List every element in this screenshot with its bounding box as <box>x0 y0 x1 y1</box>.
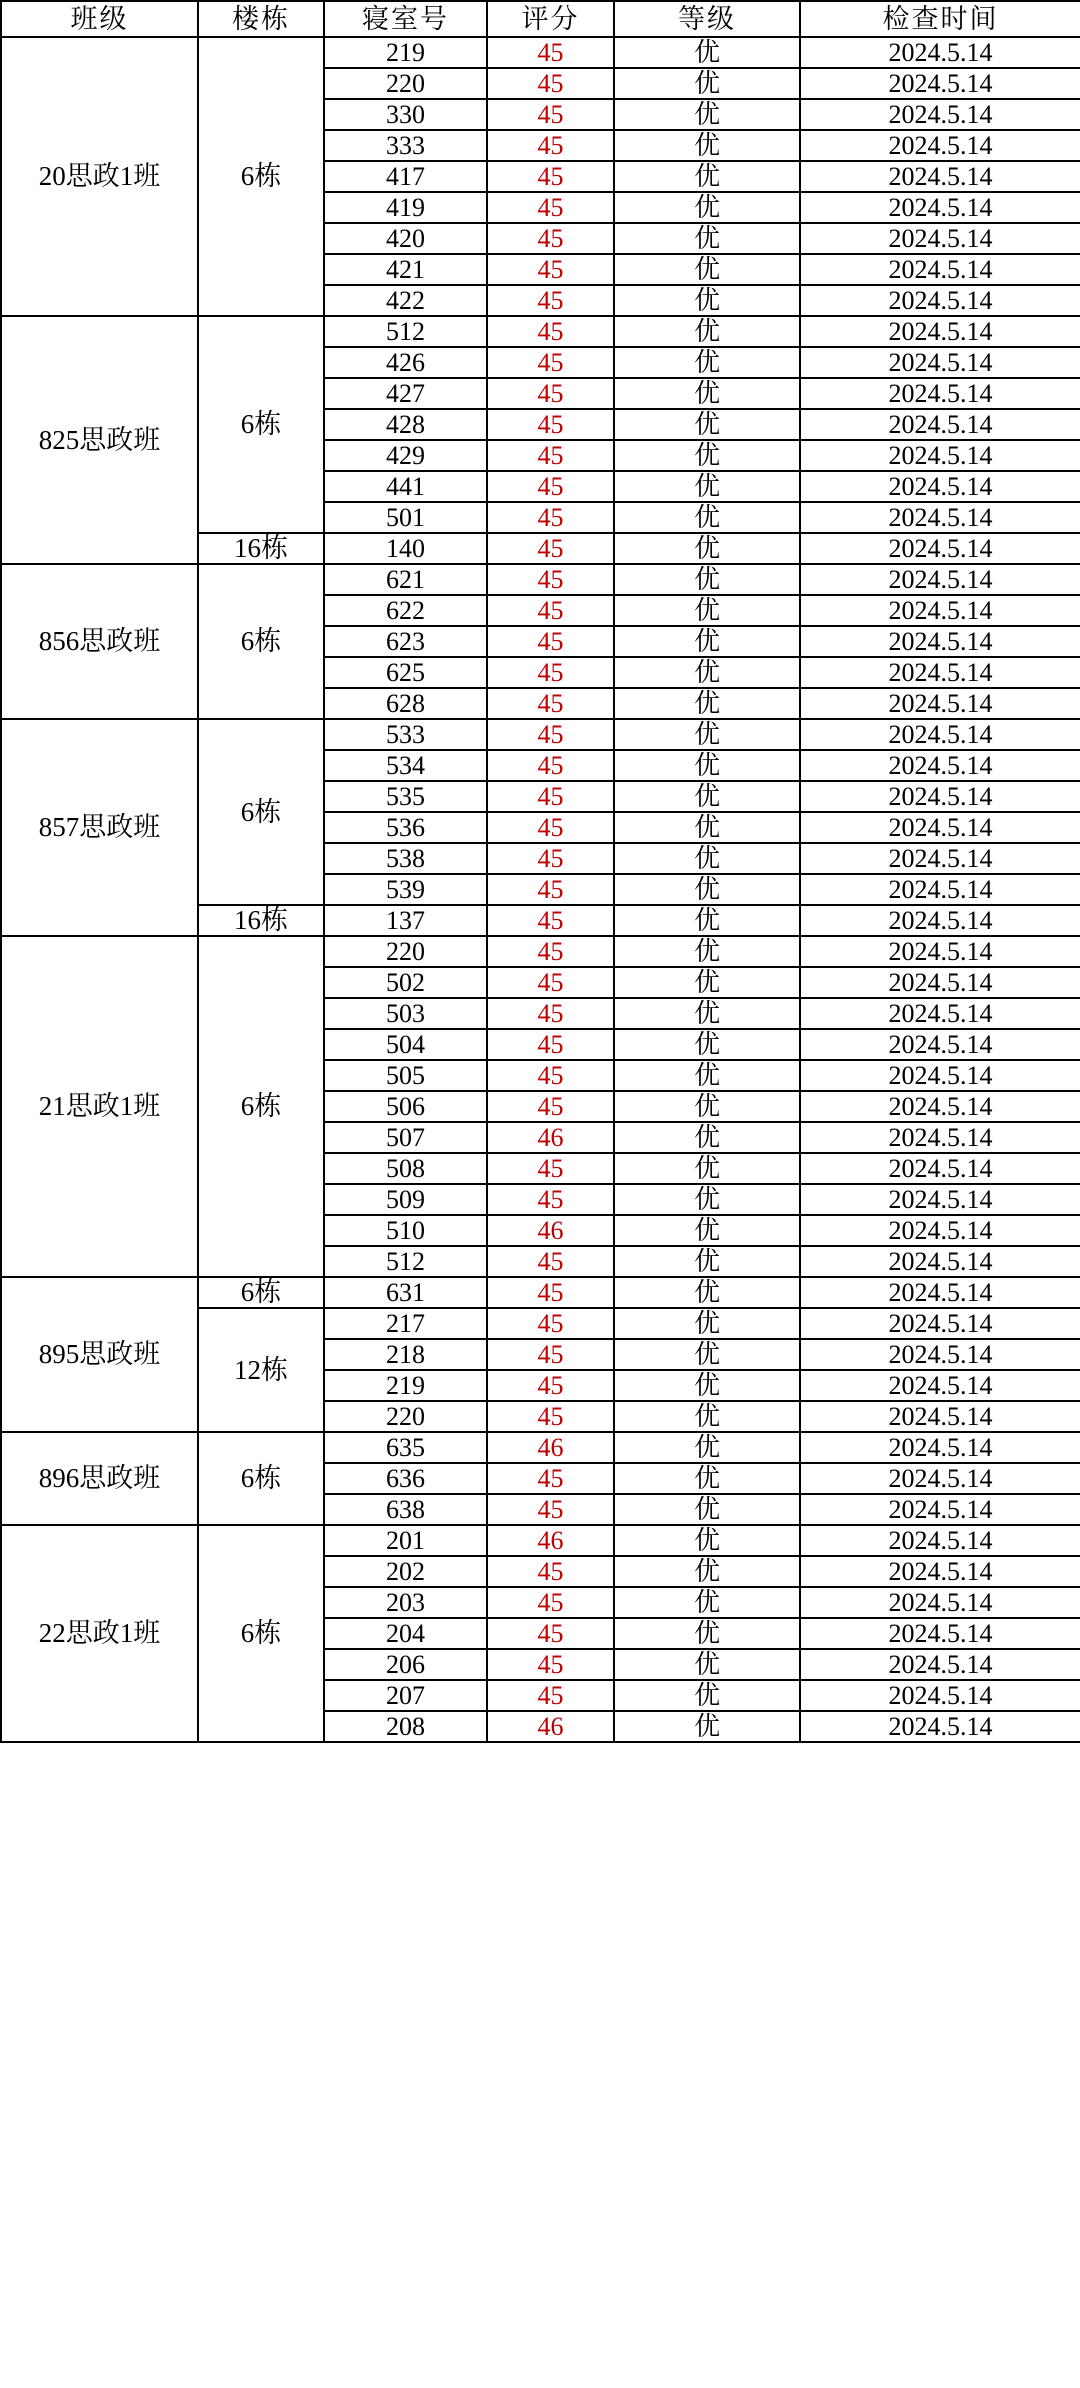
cell-room-number: 330 <box>324 99 487 130</box>
cell-inspection-date: 2024.5.14 <box>800 812 1080 843</box>
cell-inspection-date: 2024.5.14 <box>800 1029 1080 1060</box>
column-header-date: 检查时间 <box>800 1 1080 37</box>
cell-room-number: 333 <box>324 130 487 161</box>
cell-room-number: 507 <box>324 1122 487 1153</box>
cell-building: 6栋 <box>198 936 324 1277</box>
cell-inspection-date: 2024.5.14 <box>800 719 1080 750</box>
cell-grade: 优 <box>614 905 800 936</box>
cell-class: 895思政班 <box>1 1277 198 1432</box>
table-row <box>1 936 1080 967</box>
cell-building: 6栋 <box>198 719 324 905</box>
cell-inspection-date: 2024.5.14 <box>800 99 1080 130</box>
cell-score: 45 <box>487 657 614 688</box>
cell-room-number: 220 <box>324 936 487 967</box>
cell-room-number: 628 <box>324 688 487 719</box>
cell-score: 45 <box>487 285 614 316</box>
cell-inspection-date: 2024.5.14 <box>800 1649 1080 1680</box>
cell-room-number: 539 <box>324 874 487 905</box>
cell-score: 45 <box>487 1649 614 1680</box>
table-row <box>1 37 1080 68</box>
table-row <box>1 719 1080 750</box>
cell-score: 45 <box>487 223 614 254</box>
cell-inspection-date: 2024.5.14 <box>800 936 1080 967</box>
cell-score: 45 <box>487 192 614 223</box>
table-body <box>1 37 1080 1742</box>
cell-class: 857思政班 <box>1 719 198 936</box>
cell-grade: 优 <box>614 1401 800 1432</box>
cell-score: 45 <box>487 1680 614 1711</box>
cell-score: 45 <box>487 719 614 750</box>
cell-score: 45 <box>487 905 614 936</box>
cell-grade: 优 <box>614 99 800 130</box>
cell-room-number: 636 <box>324 1463 487 1494</box>
cell-inspection-date: 2024.5.14 <box>800 905 1080 936</box>
cell-grade: 优 <box>614 1463 800 1494</box>
cell-score: 45 <box>487 347 614 378</box>
cell-score: 45 <box>487 750 614 781</box>
cell-grade: 优 <box>614 1339 800 1370</box>
cell-room-number: 420 <box>324 223 487 254</box>
cell-inspection-date: 2024.5.14 <box>800 1153 1080 1184</box>
cell-inspection-date: 2024.5.14 <box>800 347 1080 378</box>
cell-grade: 优 <box>614 1308 800 1339</box>
cell-inspection-date: 2024.5.14 <box>800 409 1080 440</box>
cell-score: 45 <box>487 1587 614 1618</box>
cell-inspection-date: 2024.5.14 <box>800 1711 1080 1742</box>
cell-grade: 优 <box>614 1029 800 1060</box>
cell-room-number: 207 <box>324 1680 487 1711</box>
cell-room-number: 538 <box>324 843 487 874</box>
cell-grade: 优 <box>614 1122 800 1153</box>
table-row <box>1 316 1080 347</box>
cell-building: 16栋 <box>198 533 324 564</box>
cell-inspection-date: 2024.5.14 <box>800 1494 1080 1525</box>
cell-inspection-date: 2024.5.14 <box>800 595 1080 626</box>
cell-grade: 优 <box>614 378 800 409</box>
cell-room-number: 427 <box>324 378 487 409</box>
cell-inspection-date: 2024.5.14 <box>800 316 1080 347</box>
column-header-grade: 等级 <box>614 1 800 37</box>
cell-grade: 优 <box>614 1525 800 1556</box>
cell-grade: 优 <box>614 967 800 998</box>
cell-inspection-date: 2024.5.14 <box>800 1618 1080 1649</box>
column-header-score: 评分 <box>487 1 614 37</box>
cell-inspection-date: 2024.5.14 <box>800 1401 1080 1432</box>
cell-score: 45 <box>487 68 614 99</box>
cell-score: 45 <box>487 967 614 998</box>
cell-room-number: 508 <box>324 1153 487 1184</box>
cell-class: 825思政班 <box>1 316 198 564</box>
cell-room-number: 219 <box>324 1370 487 1401</box>
cell-grade: 优 <box>614 1494 800 1525</box>
cell-grade: 优 <box>614 1370 800 1401</box>
cell-score: 45 <box>487 502 614 533</box>
cell-room-number: 512 <box>324 1246 487 1277</box>
cell-score: 45 <box>487 812 614 843</box>
cell-grade: 优 <box>614 1246 800 1277</box>
cell-building: 6栋 <box>198 1432 324 1525</box>
cell-room-number: 509 <box>324 1184 487 1215</box>
cell-room-number: 510 <box>324 1215 487 1246</box>
cell-inspection-date: 2024.5.14 <box>800 1277 1080 1308</box>
cell-room-number: 503 <box>324 998 487 1029</box>
cell-room-number: 220 <box>324 1401 487 1432</box>
cell-score: 45 <box>487 1463 614 1494</box>
cell-grade: 优 <box>614 1215 800 1246</box>
cell-score: 45 <box>487 1308 614 1339</box>
table-row <box>1 1525 1080 1556</box>
cell-score: 45 <box>487 688 614 719</box>
cell-score: 45 <box>487 843 614 874</box>
cell-room-number: 638 <box>324 1494 487 1525</box>
cell-inspection-date: 2024.5.14 <box>800 161 1080 192</box>
cell-grade: 优 <box>614 1649 800 1680</box>
cell-grade: 优 <box>614 254 800 285</box>
cell-grade: 优 <box>614 1432 800 1463</box>
cell-room-number: 422 <box>324 285 487 316</box>
cell-inspection-date: 2024.5.14 <box>800 1215 1080 1246</box>
cell-grade: 优 <box>614 688 800 719</box>
cell-grade: 优 <box>614 1060 800 1091</box>
cell-room-number: 217 <box>324 1308 487 1339</box>
cell-room-number: 419 <box>324 192 487 223</box>
cell-score: 45 <box>487 564 614 595</box>
cell-room-number: 218 <box>324 1339 487 1370</box>
cell-inspection-date: 2024.5.14 <box>800 1432 1080 1463</box>
cell-score: 45 <box>487 874 614 905</box>
cell-inspection-date: 2024.5.14 <box>800 1525 1080 1556</box>
cell-inspection-date: 2024.5.14 <box>800 502 1080 533</box>
cell-score: 45 <box>487 37 614 68</box>
cell-room-number: 536 <box>324 812 487 843</box>
cell-grade: 优 <box>614 130 800 161</box>
cell-score: 45 <box>487 626 614 657</box>
cell-score: 45 <box>487 1029 614 1060</box>
cell-score: 46 <box>487 1215 614 1246</box>
cell-score: 45 <box>487 1184 614 1215</box>
cell-grade: 优 <box>614 471 800 502</box>
cell-inspection-date: 2024.5.14 <box>800 1184 1080 1215</box>
cell-building: 6栋 <box>198 1525 324 1742</box>
cell-score: 45 <box>487 1370 614 1401</box>
cell-class: 22思政1班 <box>1 1525 198 1742</box>
cell-grade: 优 <box>614 564 800 595</box>
cell-building: 6栋 <box>198 564 324 719</box>
cell-grade: 优 <box>614 843 800 874</box>
cell-grade: 优 <box>614 347 800 378</box>
cell-score: 45 <box>487 1618 614 1649</box>
cell-room-number: 534 <box>324 750 487 781</box>
cell-score: 45 <box>487 378 614 409</box>
cell-room-number: 202 <box>324 1556 487 1587</box>
cell-grade: 优 <box>614 1618 800 1649</box>
cell-grade: 优 <box>614 440 800 471</box>
cell-inspection-date: 2024.5.14 <box>800 192 1080 223</box>
cell-grade: 优 <box>614 1153 800 1184</box>
column-header-building: 楼栋 <box>198 1 324 37</box>
cell-grade: 优 <box>614 781 800 812</box>
cell-score: 45 <box>487 936 614 967</box>
cell-inspection-date: 2024.5.14 <box>800 1308 1080 1339</box>
cell-grade: 优 <box>614 192 800 223</box>
cell-room-number: 208 <box>324 1711 487 1742</box>
column-header-class: 班级 <box>1 1 198 37</box>
cell-grade: 优 <box>614 1091 800 1122</box>
column-header-room: 寝室号 <box>324 1 487 37</box>
cell-score: 45 <box>487 1246 614 1277</box>
cell-inspection-date: 2024.5.14 <box>800 533 1080 564</box>
cell-score: 45 <box>487 998 614 1029</box>
cell-score: 45 <box>487 161 614 192</box>
cell-inspection-date: 2024.5.14 <box>800 1246 1080 1277</box>
cell-score: 46 <box>487 1432 614 1463</box>
cell-score: 45 <box>487 254 614 285</box>
cell-grade: 优 <box>614 68 800 99</box>
cell-room-number: 623 <box>324 626 487 657</box>
cell-inspection-date: 2024.5.14 <box>800 750 1080 781</box>
cell-room-number: 417 <box>324 161 487 192</box>
cell-class: 21思政1班 <box>1 936 198 1277</box>
cell-inspection-date: 2024.5.14 <box>800 1122 1080 1153</box>
cell-room-number: 506 <box>324 1091 487 1122</box>
cell-score: 46 <box>487 1525 614 1556</box>
cell-building: 6栋 <box>198 1277 324 1308</box>
cell-inspection-date: 2024.5.14 <box>800 1463 1080 1494</box>
cell-inspection-date: 2024.5.14 <box>800 223 1080 254</box>
cell-score: 45 <box>487 1277 614 1308</box>
cell-room-number: 625 <box>324 657 487 688</box>
cell-grade: 优 <box>614 316 800 347</box>
cell-score: 45 <box>487 316 614 347</box>
cell-score: 45 <box>487 1060 614 1091</box>
cell-score: 45 <box>487 471 614 502</box>
cell-score: 45 <box>487 1401 614 1432</box>
cell-room-number: 501 <box>324 502 487 533</box>
cell-score: 45 <box>487 1091 614 1122</box>
cell-inspection-date: 2024.5.14 <box>800 781 1080 812</box>
cell-grade: 优 <box>614 1587 800 1618</box>
cell-inspection-date: 2024.5.14 <box>800 967 1080 998</box>
cell-grade: 优 <box>614 936 800 967</box>
cell-grade: 优 <box>614 719 800 750</box>
cell-inspection-date: 2024.5.14 <box>800 37 1080 68</box>
cell-grade: 优 <box>614 626 800 657</box>
cell-grade: 优 <box>614 595 800 626</box>
cell-inspection-date: 2024.5.14 <box>800 843 1080 874</box>
cell-score: 45 <box>487 595 614 626</box>
cell-grade: 优 <box>614 874 800 905</box>
cell-score: 45 <box>487 781 614 812</box>
cell-grade: 优 <box>614 1556 800 1587</box>
cell-room-number: 502 <box>324 967 487 998</box>
cell-room-number: 505 <box>324 1060 487 1091</box>
cell-grade: 优 <box>614 812 800 843</box>
cell-room-number: 220 <box>324 68 487 99</box>
cell-grade: 优 <box>614 1184 800 1215</box>
cell-inspection-date: 2024.5.14 <box>800 254 1080 285</box>
cell-room-number: 512 <box>324 316 487 347</box>
cell-inspection-date: 2024.5.14 <box>800 998 1080 1029</box>
cell-inspection-date: 2024.5.14 <box>800 440 1080 471</box>
cell-inspection-date: 2024.5.14 <box>800 626 1080 657</box>
cell-class: 20思政1班 <box>1 37 198 316</box>
cell-score: 45 <box>487 409 614 440</box>
cell-score: 46 <box>487 1711 614 1742</box>
cell-inspection-date: 2024.5.14 <box>800 1680 1080 1711</box>
cell-building: 6栋 <box>198 316 324 533</box>
cell-score: 45 <box>487 99 614 130</box>
cell-class: 896思政班 <box>1 1432 198 1525</box>
cell-grade: 优 <box>614 223 800 254</box>
cell-class: 856思政班 <box>1 564 198 719</box>
cell-grade: 优 <box>614 1680 800 1711</box>
cell-room-number: 631 <box>324 1277 487 1308</box>
cell-score: 45 <box>487 130 614 161</box>
cell-building: 12栋 <box>198 1308 324 1432</box>
table-row <box>1 1277 1080 1308</box>
cell-grade: 优 <box>614 657 800 688</box>
cell-grade: 优 <box>614 502 800 533</box>
cell-room-number: 635 <box>324 1432 487 1463</box>
cell-room-number: 441 <box>324 471 487 502</box>
cell-room-number: 504 <box>324 1029 487 1060</box>
cell-score: 45 <box>487 1153 614 1184</box>
cell-inspection-date: 2024.5.14 <box>800 1370 1080 1401</box>
cell-grade: 优 <box>614 998 800 1029</box>
cell-room-number: 137 <box>324 905 487 936</box>
table-header-row <box>1 1 1080 37</box>
cell-room-number: 428 <box>324 409 487 440</box>
cell-inspection-date: 2024.5.14 <box>800 1556 1080 1587</box>
cell-room-number: 140 <box>324 533 487 564</box>
cell-building: 16栋 <box>198 905 324 936</box>
cell-room-number: 421 <box>324 254 487 285</box>
cell-grade: 优 <box>614 750 800 781</box>
cell-room-number: 203 <box>324 1587 487 1618</box>
cell-room-number: 204 <box>324 1618 487 1649</box>
cell-room-number: 621 <box>324 564 487 595</box>
cell-room-number: 533 <box>324 719 487 750</box>
cell-inspection-date: 2024.5.14 <box>800 564 1080 595</box>
cell-room-number: 219 <box>324 37 487 68</box>
cell-inspection-date: 2024.5.14 <box>800 130 1080 161</box>
cell-building: 6栋 <box>198 37 324 316</box>
cell-room-number: 622 <box>324 595 487 626</box>
table-row <box>1 1432 1080 1463</box>
cell-inspection-date: 2024.5.14 <box>800 657 1080 688</box>
cell-score: 45 <box>487 1339 614 1370</box>
cell-score: 45 <box>487 440 614 471</box>
cell-room-number: 535 <box>324 781 487 812</box>
cell-room-number: 201 <box>324 1525 487 1556</box>
cell-inspection-date: 2024.5.14 <box>800 68 1080 99</box>
cell-grade: 优 <box>614 161 800 192</box>
cell-room-number: 426 <box>324 347 487 378</box>
cell-score: 45 <box>487 1556 614 1587</box>
cell-score: 46 <box>487 1122 614 1153</box>
cell-inspection-date: 2024.5.14 <box>800 471 1080 502</box>
cell-grade: 优 <box>614 533 800 564</box>
cell-inspection-date: 2024.5.14 <box>800 1091 1080 1122</box>
table-row <box>1 564 1080 595</box>
cell-room-number: 429 <box>324 440 487 471</box>
table-header <box>1 1 1080 37</box>
cell-inspection-date: 2024.5.14 <box>800 688 1080 719</box>
cell-inspection-date: 2024.5.14 <box>800 285 1080 316</box>
cell-grade: 优 <box>614 1277 800 1308</box>
cell-grade: 优 <box>614 285 800 316</box>
cell-score: 45 <box>487 1494 614 1525</box>
cell-inspection-date: 2024.5.14 <box>800 1060 1080 1091</box>
cell-score: 45 <box>487 533 614 564</box>
cell-grade: 优 <box>614 409 800 440</box>
cell-room-number: 206 <box>324 1649 487 1680</box>
cell-inspection-date: 2024.5.14 <box>800 1339 1080 1370</box>
cell-grade: 优 <box>614 1711 800 1742</box>
cell-inspection-date: 2024.5.14 <box>800 378 1080 409</box>
cell-inspection-date: 2024.5.14 <box>800 1587 1080 1618</box>
cell-inspection-date: 2024.5.14 <box>800 874 1080 905</box>
cell-grade: 优 <box>614 37 800 68</box>
